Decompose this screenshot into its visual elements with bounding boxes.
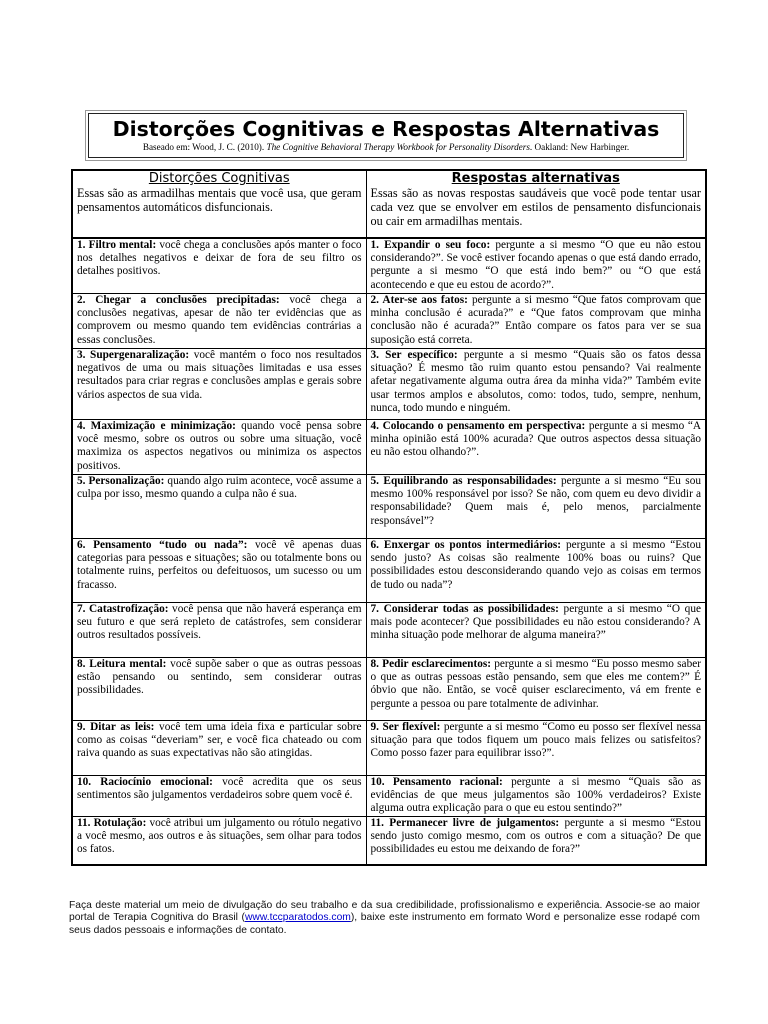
table-body (72, 238, 706, 865)
distortion-cell (72, 776, 366, 817)
response-description: pergunte a si mesmo “O que mais pode acontecer? Que possibilidades eu não estou considerando? A minha situação pode melhorar de alguma maneira?” (370, 603, 701, 642)
distortion-cell (72, 721, 366, 776)
distortion-description: você atribui um julgamento ou rótulo negativo a você mesmo, aos outros e às situações, sem olhar para todos os fatos. (77, 816, 362, 856)
table-row (72, 816, 706, 865)
footer-text-end: ), baixe este instrumento em formato Word e personalize esse rodapé com seus dados pessoais e informações de contato. (69, 912, 700, 936)
reference-prefix: Baseado em: Wood, J. C. (2010). (142, 142, 267, 152)
alternative-response-cell (366, 238, 706, 294)
response-description: pergunte a si mesmo “Quais são as evidências de que meus julgamentos são 100% verdadeiros? Existe alguma outra explicação para o que eu estou sentindo?” (370, 776, 701, 815)
response-term: 10. Pensamento racional: (370, 776, 503, 788)
right-column-title: Respostas alternativas (451, 171, 620, 186)
response-term: 6. Enxergar os pontos intermediários: (370, 539, 562, 551)
distortion-description: quando algo ruim acontece, você assume a culpa por isso, mesmo quando a culpa não é sua. (77, 475, 362, 501)
distortion-term: 3. Supergenaralização: (77, 349, 190, 361)
table-row (72, 776, 706, 817)
distortion-cell (72, 238, 366, 294)
response-description: pergunte a si mesmo “O que eu não estou considerando?”. Se você estiver focando apenas o que está dando errado, pergunte a si mesmo “O que está indo bem?” ou “O que está acontecendo e que eu estou de acordo?”. (370, 239, 701, 291)
response-term: 4. Colocando o pensamento em perspectiva: (370, 420, 586, 432)
distortion-cell (72, 603, 366, 658)
response-description: pergunte a si mesmo “A minha opinião está 100% acurada? Que outros aspectos dessa situação eu não estou olhando?”. (370, 420, 701, 459)
response-term: 5. Equilibrando as responsabilidades: (370, 475, 557, 487)
response-description: pergunte a si mesmo “Estou sendo justo? As coisas são realmente 100% boas ou ruins? Que possibilidades estou desconsiderando quando vejo as coisas em termos de tudo ou nada”? (370, 539, 701, 591)
table-row (72, 420, 706, 475)
distortions-table (71, 169, 707, 866)
distortion-description: você chega a conclusões após manter o foco nos detalhes negativos e deixar de fora de seu filtro os detalhes positivos. (77, 239, 362, 278)
alternative-response-cell (366, 603, 706, 658)
response-description: pergunte a si mesmo “Estou sendo justo comigo mesmo, com os outros e com a situação? De que possibilidades eu estou me deixando de fora?” (370, 816, 701, 856)
distortion-description: você vê apenas duas categorias para pessoas e situações; são ou totalmente bons ou totalmente ruins, perfeitos ou defeituosos, um sucesso ou um fracasso. (77, 539, 362, 591)
table-row (72, 475, 706, 539)
response-term: 9. Ser flexível: (370, 721, 441, 733)
distortion-cell (72, 349, 366, 420)
response-description: pergunte a si mesmo “Como eu posso ser flexível nessa situação para que todos fiquem um pouco mais felizes ou satisfeitos? Como posso fazer para equilibrar isso?”. (370, 721, 701, 760)
distortion-term: 8. Leitura mental: (77, 658, 167, 670)
distortion-term: 11. Rotulação: (77, 816, 147, 829)
alternative-response-cell (366, 658, 706, 721)
alternative-response-cell (366, 294, 706, 349)
alternative-response-cell (366, 349, 706, 420)
distortion-cell (72, 420, 366, 475)
alternative-response-cell (366, 475, 706, 539)
left-column-description: Essas são as armadilhas mentais que você usa, que geram pensamentos automáticos disfuncionais. (77, 186, 362, 214)
table-row (72, 603, 706, 658)
footer-text-start: Faça deste material um meio de divulgação do seu trabalho e da sua credibilidade, profissionalismo e experiência. Associe-se ao maior portal de Terapia Cognitiva do Brasil ( (69, 900, 700, 924)
alternative-response-cell (366, 816, 706, 865)
distortion-description: você chega a conclusões negativas, apesar de não ter evidências que as comprovem ou mesmo quando tem evidências contrárias a essas conclusões. (77, 294, 362, 346)
document-reference (89, 141, 683, 153)
response-term: 11. Permanecer livre de julgamentos: (370, 816, 560, 829)
response-description: pergunte a si mesmo “Que fatos comprovam que minha conclusão é acurada?” e “Que fatos comprovam que minha conclusão não é acurada?” Então compare os fatos para ver se sua suposição está correta. (370, 294, 701, 346)
distortion-term: 6. Pensamento “tudo ou nada”: (77, 539, 248, 551)
reference-suffix: . Oakland: New Harbinger. (529, 142, 630, 152)
table-row (72, 294, 706, 349)
distortion-cell (72, 294, 366, 349)
right-column-header (366, 170, 706, 238)
left-column-title: Distorções Cognitivas (148, 171, 290, 186)
left-column-header (72, 170, 366, 238)
alternative-response-cell (366, 721, 706, 776)
response-description: pergunte a si mesmo “Quais são os fatos dessa situação? É mesmo tão ruim quanto estou pensando? Vai realmente afetar negativamente alguma outra área da minha vida?” Também evite usar termos amplos e absolutos, como: todos, tudo, sempre, nenhum, nunca, todo mundo e ninguém. (370, 349, 701, 414)
alternative-response-cell (366, 539, 706, 603)
table-row (72, 658, 706, 721)
response-term: 7. Considerar todas as possibilidades: (370, 603, 559, 615)
distortion-description: você mantém o foco nos resultados negativos de uma ou mais situações limitadas e usa esses resultados para criar regras e conclusões amplas e gerais sobre vários aspectos de sua vida. (77, 349, 362, 401)
alternative-response-cell (366, 776, 706, 817)
distortion-term: 5. Personalização: (77, 475, 165, 487)
response-description: pergunte a si mesmo “Eu sou mesmo 100% responsável por isso? Se não, com quem eu devo dividir a responsabilidade? Quem mais é, pelo menos, parcialmente responsável”? (370, 475, 702, 527)
distortion-description: você acredita que os seus sentimentos são julgamentos verdadeiros sobre quem você é. (77, 776, 362, 802)
response-term: 3. Ser específico: (370, 349, 458, 361)
page-footer (69, 900, 700, 937)
distortion-description: quando você pensa sobre você mesmo, sobre os outros ou sobre uma situação, você maximiza os aspectos negativos ou minimiza os aspectos positivos. (77, 420, 362, 472)
distortion-term: 1. Filtro mental: (77, 239, 157, 251)
table-header-row (72, 170, 706, 238)
distortion-description: você pensa que não haverá esperança em seu futuro e que será repleto de catástrofes, sem considerar outros resultados possíveis. (77, 603, 362, 642)
distortion-cell (72, 475, 366, 539)
reference-book-title: The Cognitive Behavioral Therapy Workbook for Personality Disorders (266, 142, 530, 152)
document-header (88, 113, 684, 158)
distortion-term: 4. Maximização e minimização: (77, 420, 236, 432)
distortion-term: 7. Catastrofização: (77, 603, 169, 615)
response-term: 1. Expandir o seu foco: (370, 239, 491, 251)
right-column-description: Essas são as novas respostas saudáveis que você pode tentar usar cada vez que se envolver em estilos de pensamento disfuncionais ou cair em armadilhas mentais. (370, 186, 701, 228)
distortion-term: 10. Raciocínio emocional: (77, 776, 213, 788)
distortion-description: você supõe saber o que as outras pessoas estão pensando ou sentindo, sem considerar outras possibilidades. (77, 658, 362, 697)
response-term: 8. Pedir esclarecimentos: (370, 658, 492, 670)
distortion-description: você tem uma ideia fixa e particular sobre como as coisas “deveriam” ser, e você fica chateado ou com raiva quando as suas expectativas não são atingidas. (77, 721, 362, 760)
table-row (72, 349, 706, 420)
alternative-response-cell (366, 420, 706, 475)
distortion-cell (72, 816, 366, 865)
distortion-cell (72, 539, 366, 603)
document-title: Distorções Cognitivas e Respostas Alternativas (112, 117, 660, 141)
distortion-term: 2. Chegar a conclusões precipitadas: (77, 294, 280, 306)
distortion-term: 9. Ditar as leis: (77, 721, 155, 733)
table-row (72, 238, 706, 294)
footer-link[interactable]: www.tccparatodos.com (245, 912, 351, 924)
table-row (72, 721, 706, 776)
table-row (72, 539, 706, 603)
response-term: 2. Ater-se aos fatos: (370, 294, 468, 306)
distortion-cell (72, 658, 366, 721)
response-description: pergunte a si mesmo “Eu posso mesmo saber o que as outras pessoas estão pensando, sem que eles me contem?” É óbvio que não. Então, se você quiser esclarecimento, vá em frente e pergunte a pessoa ou pare totalmente de adivinhar. (370, 658, 701, 710)
